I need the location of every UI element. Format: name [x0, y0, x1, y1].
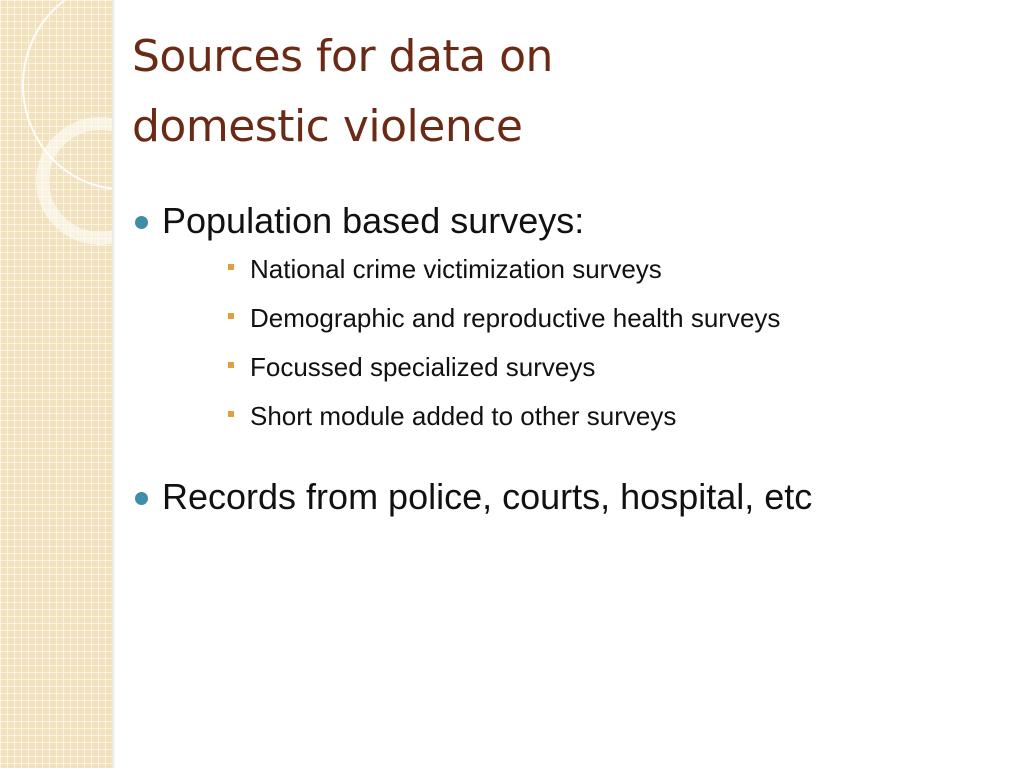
slide-title-line-1: Sources for data on [132, 31, 553, 82]
bullet-records [132, 474, 992, 520]
slide-content [132, 22, 992, 520]
sub-bullet-list [162, 252, 992, 434]
side-strip-shadow [112, 0, 116, 768]
sub-bullet-text: National crime victimization surveys [250, 254, 662, 284]
sub-bullet-item [222, 350, 992, 385]
bullet-list [132, 198, 992, 520]
decorative-side-strip [0, 0, 112, 768]
sub-bullet-item [222, 301, 992, 336]
sub-bullet-item [222, 252, 992, 287]
square-bullet-icon [228, 362, 234, 368]
sub-bullet-item [222, 399, 992, 434]
square-bullet-icon [228, 411, 234, 417]
sub-bullet-text: Short module added to other surveys [250, 401, 677, 431]
slide-title [132, 22, 992, 162]
sub-bullet-text: Demographic and reproductive health surveys [250, 303, 781, 333]
bullet-text: Records from police, courts, hospital, etc [162, 476, 813, 517]
square-bullet-icon [228, 264, 234, 270]
circle-bullet-icon [135, 492, 148, 505]
slide-title-line-2: domestic violence [132, 101, 523, 152]
bullet-population-surveys [132, 198, 992, 434]
circle-bullet-icon [135, 216, 148, 229]
square-bullet-icon [228, 313, 234, 319]
sub-bullet-text: Focussed specialized surveys [250, 352, 596, 382]
bullet-text: Population based surveys: [162, 200, 585, 241]
